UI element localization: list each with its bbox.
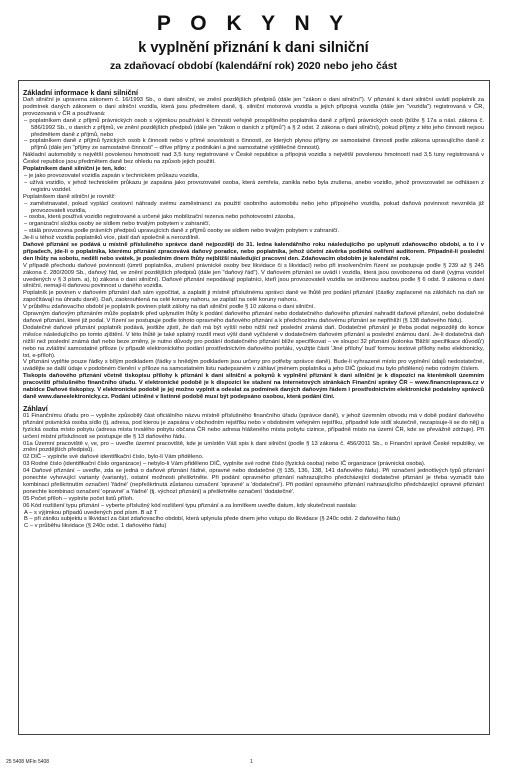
bold-paragraph: Tiskopis daňového přiznání včetně tiskopisu přílohy k přiznání k dani silniční a pokynů k vyplnění přiznání k dani silniční je k dispozici na kterémkoli územním pracovišti příslušného finančního úřadu. V elektronické podobě je k dispozici ke stažení na internetových stránkách Finanční správy ČR – www.financnisprava.cz v nabídce Daňové tiskopisy. V elektronické podobě je jej možno vyplnit a odeslat za podmínek daných daňovým řádem i prostřednictvím elektronické podatelny správců daně www.daneelektronicky.cz. Podání učiněné v listinné podobě musí být podepsáno osobou, která podání činí. [23, 373, 484, 400]
paragraph: Je-li u téhož vozidla poplatníků více, platí daň společně a nerozdílně. [23, 235, 200, 242]
list-item: – je jako provozovatel vozidla zapsán v technickém průkazu vozidla, [24, 172, 199, 179]
list-item: B – při zániku subjektu s likvidací za část zdaňovacího období, která uplynula přede dnem jeho vstupu do likvidace (§ 240c odst. 2 daňového řádu) [24, 516, 401, 523]
page-number: 1 [250, 759, 253, 765]
paragraph: V přiznání vyplňte pouze řádky s bílým podkladem (řádky s hnědým podkladem jsou určeny pro potřeby správce daně). Bude-li vyhrazené místo pro vyplnění údajů nedostatečné, uvádějte se další údaje v podobném členění v příloze na samostatném listu nadepsaném v záhlaví jménem poplatníka a jeho DIČ (pokud mu bylo přiděleno) nebo rodným číslem. [23, 359, 484, 373]
document-subtitle: k vyplnění přiznání k dani silniční [138, 40, 369, 56]
list-item: – zaměstnavatel, pokud vyplácí cestovní náhrady svému zaměstnanci za použití osobního automobilu nebo jeho přípojného vozidla, pokud daňová povinnost nevznikla již provozovateli vozidla, [24, 200, 484, 214]
list-item: – stálá provozovna podle právních předpisů upravujících daně z příjmů osoby se sídlem nebo trvalým pobytem v zahraničí. [24, 228, 340, 235]
list-item: C – v průběhu likvidace (§ 240c odst. 1 daňového řádu) [24, 523, 167, 530]
paragraph: Daň silniční je upravena zákonem č. 16/1993 Sb., o dani silniční, ve znění pozdějších předpisů (dále jen "zákon o dani silniční"). V přiznání k dani silniční uvádí poplatník za podmínek daných zákonem o dani silniční vozidla, která jsou předmětem daně, tj. silniční motorová vozidla a jejich přípojná vozidla (dále jen "vozidla") registrovaná v ČR, provozovaná v ČR a používaná: [23, 97, 484, 117]
paragraph: 01 Finančnímu úřadu pro – vyplníte způsobilý část oficiálního názvu místně příslušného finančního úřadu (správce daně), v jehož územním obvodu má v době podání daňového přiznání právnická osoba sídlo (tj. adresa, pod kterou je zapsána v obchodním rejstříku nebo v obdobném veřejném rejstříku, případně kde sídlí skutečně, nezapisuje-li se do něj) a fyzická osoba místo pobytu (adresa místa trvalého pobytu občana ČR nebo adresa hlášeného místa pobytu cizince, případně místo na území ČR, kde se převážně zdržuje). Při určení místní příslušnosti se postupuje dle § 13 daňového řádu. [23, 412, 484, 440]
list-item: – osoba, která používá vozidlo registrované a určené jako mobilizační rezerva nebo pohotovostní zásoba, [24, 214, 296, 221]
bold-paragraph: Daňové přiznání se podává u místně příslušného správce daně nejpozději do 31. ledna kalendářního roku následujícího po uplynutí zdaňovacího období, a to i v případech, jde-li o poplatníka, kterému přiznání zpracovává daňový poradce, nebo poplatníka, jehož účetní závěrka podléhá ověření auditorem. Případně-li poslední den lhůty na sobotu, neděli nebo svátek, je posledním dnem lhůty nejbližší následující pracovní den. Zdaňovacím obdobím je kalendářní rok. [23, 242, 484, 262]
paragraph: 05 Počet příloh – vyplníte počet listů příloh. [23, 495, 134, 502]
paragraph: 04 Daňové přiznání – uveďte, zda se jedná o daňové přiznání řádné, opravné nebo dodatečné (§ 135, 136, 138, 141 daňového řádu). Při označení jednotlivých typů přiznání ponechte vyhovující varianty (varianty), ostatní možnosti přeškrtněte. Při podání opravného přiznání nahrazujícího předcházející dodatečné přiznání je třeba vyznačit tuto kombinaci přeškrtnutím označení 'řádné' (nepřeškrtnutá zůstanou označení 'opravné' a 'dodatečné'). Při podání opravného přiznání nahrazujícího předcházející opravné přiznání ponechte kombinaci označení 'opravné' a 'řádné' (tj. výchozí přiznání) a přeškrtněte označení 'dodatečné'. [23, 468, 484, 495]
paragraph: 02 DIČ – vyplníte své daňové identifikační číslo, bylo-li Vám přiděleno. [23, 454, 204, 461]
paragraph: 06 Kód rozlišení typu přiznání – vyberte příslušný kód rozlišení typu přiznání a za lomítkem uveďte datum, kdy skutečnost nastala: [23, 502, 357, 509]
paragraph: 03 Rodné číslo (identifikační číslo organizace) – nebylo-li Vám přiděleno DIČ, vyplníte své rodné číslo (fyzická osoba) nebo IČ organizace (právnická osoba). [23, 461, 426, 468]
paragraph: Poplatníkem daně silniční je rovněž: [23, 193, 116, 200]
paragraph: Nákladní automobily s největší povolenou hmotností nad 3,5 tuny registrované v České republice a přípojná vozidla s největší povolenou hmotností nad 3,5 tuny registrovaná v České republice jsou předmětem daně bez ohledu na způsob jejich použití. [23, 152, 484, 166]
list-item: – organizační složka osoby se sídlem nebo trvalým pobytem v zahraničí, [24, 221, 211, 228]
instructions-content [23, 85, 484, 731]
bold-paragraph: Poplatníkem daně silniční je ten, kdo: [23, 166, 127, 173]
paragraph: V průběhu zdaňovacího období je poplatník povinen platit zálohy na daň silniční podle § 10 zákona o dani silniční. [23, 304, 315, 311]
list-item: – poplatníkem daně z příjmů právnických osob s výjimkou používání k činnosti veřejně prospěšného poplatníka daně z příjmů právnických osob (blíže § 17a a násl. zákona č. 586/1992 Sb., o daních z příjmů, ve znění pozdějších předpisů (dále jen "zákon o daních z příjmů") a § 2 odst. 2 zákona o dani silniční), pokud příjmy z této jeho činnosti nejsou předmětem daně z příjmů, nebo [24, 117, 484, 138]
form-code: 25 5408 MFin 5408 [6, 759, 50, 765]
paragraph: V případě přechodu daňové povinnosti (úmrtí poplatníka, zrušení právnické osoby bez likvidace či s likvidací) nebo při insolvenčním řízení se postupuje podle § 239 až § 245 zákona č. 280/2009 Sb., daňový řád, ve znění pozdějších předpisů (dále jen "daňový řád"). V daňovém přiznání se uvádí i vozidla, která jsou osvobozena od daně (vyjma vozidel uvedených v § 3 písm. a), b) zákona o dani silniční). Daňové přiznání nepodávají poplatníci, kteří jsou provozovateli vozidla se sníženou sazbou podle § 6 odst. 9 zákona o dani silniční, nemají-li daňovou povinnost u daného vozidla. [23, 262, 484, 290]
list-item: A – s výjimkou případů uvedených pod písm. B až T [24, 509, 158, 516]
instructions-box [18, 80, 490, 735]
paragraph: 01a Územní pracoviště v, ve, pro – uveďte územní pracoviště, kde je umístěn Váš spis k dani silniční (podle § 13 zákona č. 456/2011 Sb., o Finanční správě České republiky, ve znění pozdějších předpisů). [23, 440, 484, 454]
paragraph: Opravným daňovým přiznáním může poplatník před uplynutím lhůty k podání daňového přiznání nebo dodatečného daňového přiznání nahradit daňové přiznání, nebo dodatečné daňové přiznání, které již podal. V řízení se postupuje podle tohoto opravného daňového přiznání a k předchozímu daňovému přiznání se nepřihlíží (§ 138 daňového řádu). [23, 311, 484, 324]
document-title: P O K Y N Y [156, 12, 351, 35]
paragraph: Dodatečné daňové přiznání poplatník podává, jestliže zjistí, že daň má být vyšší nebo nižší než poslední známá daň. Dodatečné přiznání je třeba podat nejpozději do konce měsíce následujícího po tomto zjištění. V této lhůtě je také splatný rozdíl mezi výší daně vyčíslené v dodatečném daňovém přiznání a poslední známou daní. Je-li dodatečná daň nižší než poslední známá daň nebo beze změny, je nutno důvody pro podání dodatečného přiznání blíže specifikovat – ve sloupci 32 přiznání (kolonka 'Bližší specifikace důvodů') nebo na zvláštní samostatné příloze (v případě elektronického podání prostřednictvím daňového portálu, využijte části 'Jiné přílohy' bud' formou textové přílohy nebo elektronicky, txt, e-příloh). [23, 324, 484, 359]
section-heading: Záhlaví [23, 403, 48, 413]
document-period: za zdaňovací období (kalendářní rok) 2020 nebo jeho část [109, 60, 398, 72]
section-heading: Základní informace k dani silniční [23, 88, 139, 97]
list-item: – poplatníkem daně z příjmů fyzických osob k činnosti nebo v přímé souvislosti s činností, ze kterých plynou příjmy ze samostatné činnosti podle zákona upravujícího daně z příjmů (dále jen "příjmy ze samostatné činnosti" – dříve příjmy z podnikání a jiné samostatné výdělečné činnosti). [24, 138, 484, 152]
list-item: – užívá vozidlo, v jehož technickém průkazu je zapsána jako provozovatel osoba, která zemřela, zanikla nebo byla zrušena, anebo vozidlo, jehož provozovatel se odhlásen z registru vozidel. [24, 179, 484, 193]
paragraph: Poplatník je povinen v daňovém přiznání daň sám vypočítat, a zaplatit ji místně příslušnému správci daně ve lhůtě pro podání přiznání (částky zaplacené na zálohách na daň se započítávají na úhradu daně). Daň, zaokrouhlená na celé koruny nahoru, se zaplatí na celé koruny nahoru. [23, 290, 484, 304]
